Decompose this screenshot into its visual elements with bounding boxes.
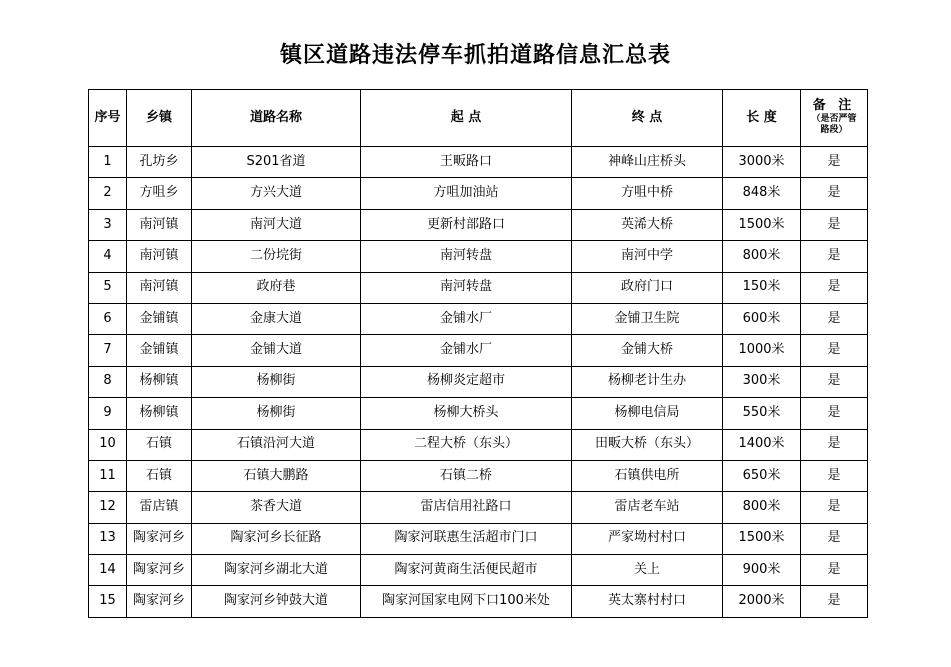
header-index: 序号: [89, 90, 127, 147]
cell-start: 杨柳大桥头: [361, 398, 572, 429]
cell-start: 金铺水厂: [361, 335, 572, 366]
cell-index: 8: [89, 366, 127, 397]
cell-end: 政府门口: [572, 272, 723, 303]
cell-note: 是: [801, 335, 868, 366]
cell-start: 石镇二桥: [361, 460, 572, 491]
cell-index: 1: [89, 147, 127, 178]
table-row: [89, 303, 868, 334]
cell-town: 南河镇: [127, 209, 192, 240]
header-town: 乡镇: [127, 90, 192, 147]
cell-start: 更新村部路口: [361, 209, 572, 240]
header-length-label: 长 度: [746, 109, 777, 125]
cell-index: 14: [89, 555, 127, 586]
header-note-sub1: （是否严管: [811, 113, 857, 124]
cell-town: 陶家河乡: [127, 523, 192, 554]
header-note-sub2: 路段）: [820, 125, 848, 136]
cell-length: 1500米: [723, 209, 801, 240]
cell-start: 二程大桥（东头）: [361, 429, 572, 460]
cell-road: 陶家河乡长征路: [192, 523, 361, 554]
cell-length: 600米: [723, 303, 801, 334]
cell-length: 650米: [723, 460, 801, 491]
cell-town: 孔坊乡: [127, 147, 192, 178]
cell-index: 11: [89, 460, 127, 491]
cell-town: 陶家河乡: [127, 586, 192, 617]
cell-start: 陶家河联惠生活超市门口: [361, 523, 572, 554]
cell-note: 是: [801, 429, 868, 460]
header-note-label: 备 注: [812, 97, 856, 113]
cell-length: 3000米: [723, 147, 801, 178]
cell-town: 陶家河乡: [127, 555, 192, 586]
cell-end: 南河中学: [572, 241, 723, 272]
cell-end: 田畈大桥（东头）: [572, 429, 723, 460]
cell-length: 300米: [723, 366, 801, 397]
header-length: [723, 90, 801, 147]
cell-index: 6: [89, 303, 127, 334]
cell-end: 金铺卫生院: [572, 303, 723, 334]
cell-note: 是: [801, 460, 868, 491]
cell-town: 杨柳镇: [127, 398, 192, 429]
cell-index: 5: [89, 272, 127, 303]
table-row: [89, 178, 868, 209]
table-row: [89, 586, 868, 617]
cell-start: 陶家河黄商生活便民超市: [361, 555, 572, 586]
cell-end: 石镇供电所: [572, 460, 723, 491]
cell-end: 严家坳村村口: [572, 523, 723, 554]
cell-index: 4: [89, 241, 127, 272]
cell-note: 是: [801, 492, 868, 523]
cell-start: 金铺水厂: [361, 303, 572, 334]
cell-town: 石镇: [127, 460, 192, 491]
cell-end: 雷店老车站: [572, 492, 723, 523]
cell-end: 杨柳老计生办: [572, 366, 723, 397]
cell-start: 雷店信用社路口: [361, 492, 572, 523]
table-row: [89, 335, 868, 366]
cell-end: 杨柳电信局: [572, 398, 723, 429]
cell-end: 英太寨村村口: [572, 586, 723, 617]
header-note: [801, 90, 868, 147]
cell-note: 是: [801, 147, 868, 178]
cell-end: 金铺大桥: [572, 335, 723, 366]
cell-start: 南河转盘: [361, 241, 572, 272]
cell-road: 方兴大道: [192, 178, 361, 209]
cell-road: 石镇沿河大道: [192, 429, 361, 460]
cell-start: 杨柳炎定超市: [361, 366, 572, 397]
cell-town: 金铺镇: [127, 335, 192, 366]
cell-road: 南河大道: [192, 209, 361, 240]
cell-start: 方咀加油站: [361, 178, 572, 209]
header-start-label: 起 点: [450, 109, 482, 125]
page-title: 镇区道路违法停车抓拍道路信息汇总表: [279, 43, 671, 68]
table-row: [89, 147, 868, 178]
table-row: [89, 523, 868, 554]
cell-note: 是: [801, 398, 868, 429]
cell-road: 陶家河乡钟鼓大道: [192, 586, 361, 617]
cell-note: 是: [801, 241, 868, 272]
cell-town: 南河镇: [127, 272, 192, 303]
header-road: 道路名称: [192, 90, 361, 147]
cell-length: 1500米: [723, 523, 801, 554]
cell-note: 是: [801, 366, 868, 397]
cell-note: 是: [801, 523, 868, 554]
cell-length: 848米: [723, 178, 801, 209]
cell-note: 是: [801, 586, 868, 617]
cell-length: 2000米: [723, 586, 801, 617]
cell-index: 3: [89, 209, 127, 240]
cell-index: 10: [89, 429, 127, 460]
cell-index: 7: [89, 335, 127, 366]
cell-town: 杨柳镇: [127, 366, 192, 397]
summary-table: [88, 89, 868, 618]
cell-road: 二份垸街: [192, 241, 361, 272]
table-row: [89, 398, 868, 429]
cell-note: 是: [801, 555, 868, 586]
table-header: [89, 90, 868, 147]
cell-road: 政府巷: [192, 272, 361, 303]
cell-start: 陶家河国家电网下口100米处: [361, 586, 572, 617]
cell-index: 15: [89, 586, 127, 617]
cell-town: 南河镇: [127, 241, 192, 272]
cell-road: 杨柳街: [192, 398, 361, 429]
header-start: [361, 90, 572, 147]
cell-index: 2: [89, 178, 127, 209]
cell-road: S201省道: [192, 147, 361, 178]
cell-length: 150米: [723, 272, 801, 303]
cell-index: 9: [89, 398, 127, 429]
cell-road: 石镇大鹏路: [192, 460, 361, 491]
table-row: [89, 272, 868, 303]
cell-road: 金康大道: [192, 303, 361, 334]
header-end: [572, 90, 723, 147]
cell-start: 南河转盘: [361, 272, 572, 303]
cell-road: 金铺大道: [192, 335, 361, 366]
cell-road: 茶香大道: [192, 492, 361, 523]
table-row: [89, 209, 868, 240]
cell-start: 王畈路口: [361, 147, 572, 178]
cell-length: 1000米: [723, 335, 801, 366]
cell-length: 800米: [723, 241, 801, 272]
header-row: [89, 90, 868, 147]
table-row: [89, 241, 868, 272]
cell-note: 是: [801, 272, 868, 303]
cell-road: 陶家河乡湖北大道: [192, 555, 361, 586]
cell-end: 方咀中桥: [572, 178, 723, 209]
cell-town: 方咀乡: [127, 178, 192, 209]
header-end-label: 终 点: [631, 109, 663, 125]
cell-note: 是: [801, 303, 868, 334]
table-row: [89, 460, 868, 491]
cell-end: 关上: [572, 555, 723, 586]
table-body: [89, 147, 868, 618]
cell-length: 900米: [723, 555, 801, 586]
cell-note: 是: [801, 209, 868, 240]
cell-end: 神峰山庄桥头: [572, 147, 723, 178]
cell-town: 石镇: [127, 429, 192, 460]
cell-note: 是: [801, 178, 868, 209]
table-row: [89, 366, 868, 397]
cell-length: 1400米: [723, 429, 801, 460]
table-row: [89, 555, 868, 586]
table-row: [89, 492, 868, 523]
cell-town: 雷店镇: [127, 492, 192, 523]
cell-index: 13: [89, 523, 127, 554]
cell-length: 800米: [723, 492, 801, 523]
cell-town: 金铺镇: [127, 303, 192, 334]
cell-index: 12: [89, 492, 127, 523]
table-row: [89, 429, 868, 460]
cell-length: 550米: [723, 398, 801, 429]
cell-road: 杨柳街: [192, 366, 361, 397]
cell-end: 英浠大桥: [572, 209, 723, 240]
